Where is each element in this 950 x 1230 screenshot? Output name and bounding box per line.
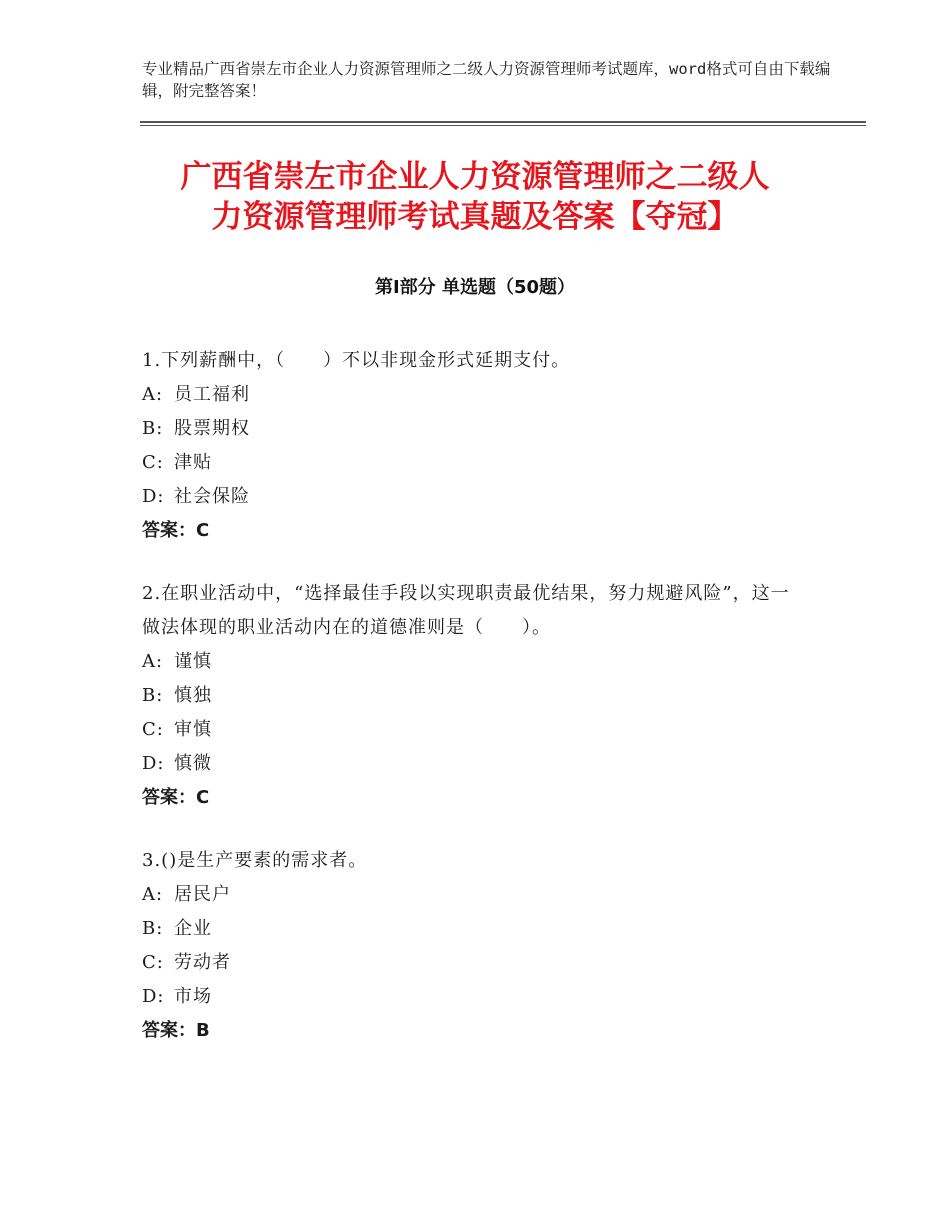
option-c	[142, 946, 802, 980]
option-text: 员工福利	[174, 384, 250, 405]
option-d	[142, 480, 802, 514]
question-item	[142, 844, 802, 1048]
question-stem: 3.()是生产要素的需求者。	[142, 850, 368, 871]
option-text: 股票期权	[174, 418, 250, 439]
option-key: A:	[142, 884, 164, 905]
document-title	[100, 157, 850, 237]
section-heading: 第Ⅰ部分 单选题（50题）	[374, 277, 575, 298]
header-note: 专业精品广西省崇左市企业人力资源管理师之二级人力资源管理师考试题库，word格式可自由下载编辑，附完整答案！	[142, 60, 831, 100]
option-key: B:	[142, 918, 164, 939]
question-list	[142, 344, 802, 1077]
question-stem: 1.下列薪酬中，（ ）不以非现金形式延期支付。	[142, 350, 571, 371]
option-text: 劳动者	[174, 952, 231, 973]
header-rule-thick	[140, 121, 866, 123]
option-key: D:	[142, 486, 165, 507]
option-key: C:	[142, 452, 164, 473]
option-d	[142, 980, 802, 1014]
option-text: 慎独	[174, 685, 212, 706]
option-b	[142, 679, 802, 713]
option-key: C:	[142, 719, 164, 740]
answer-line: 答案：C	[142, 520, 210, 541]
option-text: 津贴	[174, 452, 212, 473]
option-key: A:	[142, 384, 164, 405]
option-d	[142, 747, 802, 781]
option-text: 谨慎	[174, 651, 212, 672]
option-text: 市场	[174, 986, 212, 1007]
option-b	[142, 412, 802, 446]
option-a	[142, 878, 802, 912]
option-key: D:	[142, 753, 165, 774]
option-a	[142, 645, 802, 679]
option-a	[142, 378, 802, 412]
question-item	[142, 344, 802, 548]
option-text: 居民户	[174, 884, 231, 905]
option-text: 慎微	[174, 753, 212, 774]
answer-line: 答案：C	[142, 787, 210, 808]
option-key: A:	[142, 651, 164, 672]
question-stem: 2.在职业活动中，“选择最佳手段以实现职责最优结果，努力规避风险”，这一做法体现的职业活动内在的道德准则是（ ）。	[142, 583, 790, 638]
option-b	[142, 912, 802, 946]
option-c	[142, 713, 802, 747]
header-rule-thin	[140, 125, 866, 126]
option-text: 企业	[174, 918, 212, 939]
document-title-line: 广西省崇左市企业人力资源管理师之二级人	[180, 159, 770, 195]
option-key: B:	[142, 685, 164, 706]
answer-line: 答案：B	[142, 1020, 210, 1041]
option-key: C:	[142, 952, 164, 973]
option-key: D:	[142, 986, 165, 1007]
question-item	[142, 577, 802, 815]
option-text: 社会保险	[174, 486, 250, 507]
option-text: 审慎	[174, 719, 212, 740]
document-title-line: 力资源管理师考试真题及答案【夺冠】	[211, 199, 739, 235]
option-key: B:	[142, 418, 164, 439]
option-c	[142, 446, 802, 480]
